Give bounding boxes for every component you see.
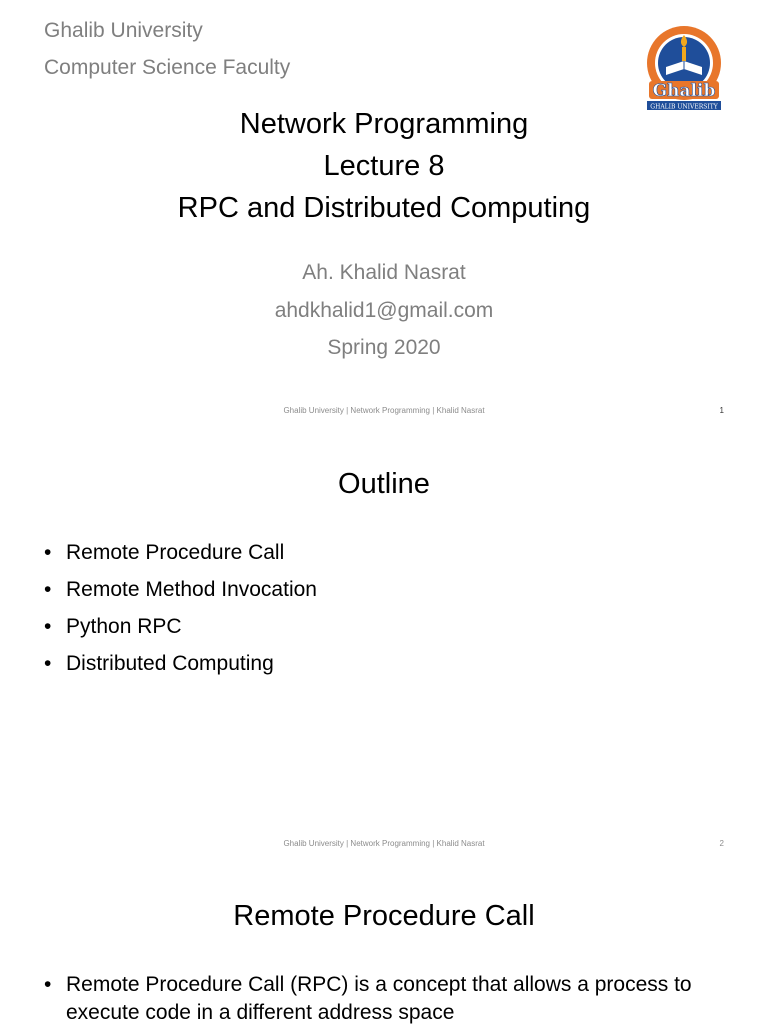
bullet-icon: • [44, 973, 52, 996]
title-line-topic: RPC and Distributed Computing [177, 192, 591, 224]
bullet-icon: • [44, 615, 52, 638]
bullet-icon: • [44, 578, 52, 601]
list-item [44, 608, 317, 645]
slide-heading: Remote Procedure Call [233, 900, 535, 932]
list-item [44, 645, 317, 682]
title-line-course: Network Programming [239, 108, 529, 140]
title-line-lecture: Lecture 8 [323, 150, 445, 182]
bullet-list [44, 971, 734, 1027]
author-email: ahdkhalid1@gmail.com [274, 298, 494, 322]
logo-caption: GHALIB UNIVERSITY [650, 103, 718, 111]
faculty-name: Computer Science Faculty [44, 56, 291, 79]
slide-2 [0, 432, 768, 864]
bullet-text: Remote Procedure Call [66, 541, 285, 564]
list-item [44, 571, 317, 608]
university-name: Ghalib University [44, 19, 203, 42]
bullet-list [44, 534, 317, 682]
slide-footer: Ghalib University | Network Programming | Khalid Nasrat [283, 839, 485, 848]
ghalib-university-logo-icon [641, 23, 727, 111]
lecture-title [0, 103, 768, 229]
bullet-text: Remote Procedure Call (RPC) is a concept that allows a process to execute code in a different address space [66, 973, 692, 1024]
author-name: Ah. Khalid Nasrat [302, 261, 466, 284]
author-info [0, 254, 768, 367]
slide-1 [0, 0, 768, 432]
list-item [44, 971, 734, 1027]
bullet-text: Distributed Computing [66, 652, 274, 675]
term: Spring 2020 [327, 336, 441, 359]
page-number: 2 [719, 839, 724, 848]
slide-3 [0, 864, 768, 1024]
bullet-text: Remote Method Invocation [66, 578, 317, 601]
slide-footer: Ghalib University | Network Programming | Khalid Nasrat [283, 406, 485, 415]
logo-wordmark: Ghalib [652, 81, 716, 101]
bullet-text: Python RPC [66, 615, 182, 638]
slide-heading: Outline [338, 468, 430, 500]
bullet-icon: • [44, 541, 52, 564]
page-number: 1 [719, 406, 724, 415]
bullet-icon: • [44, 652, 52, 675]
list-item [44, 534, 317, 571]
